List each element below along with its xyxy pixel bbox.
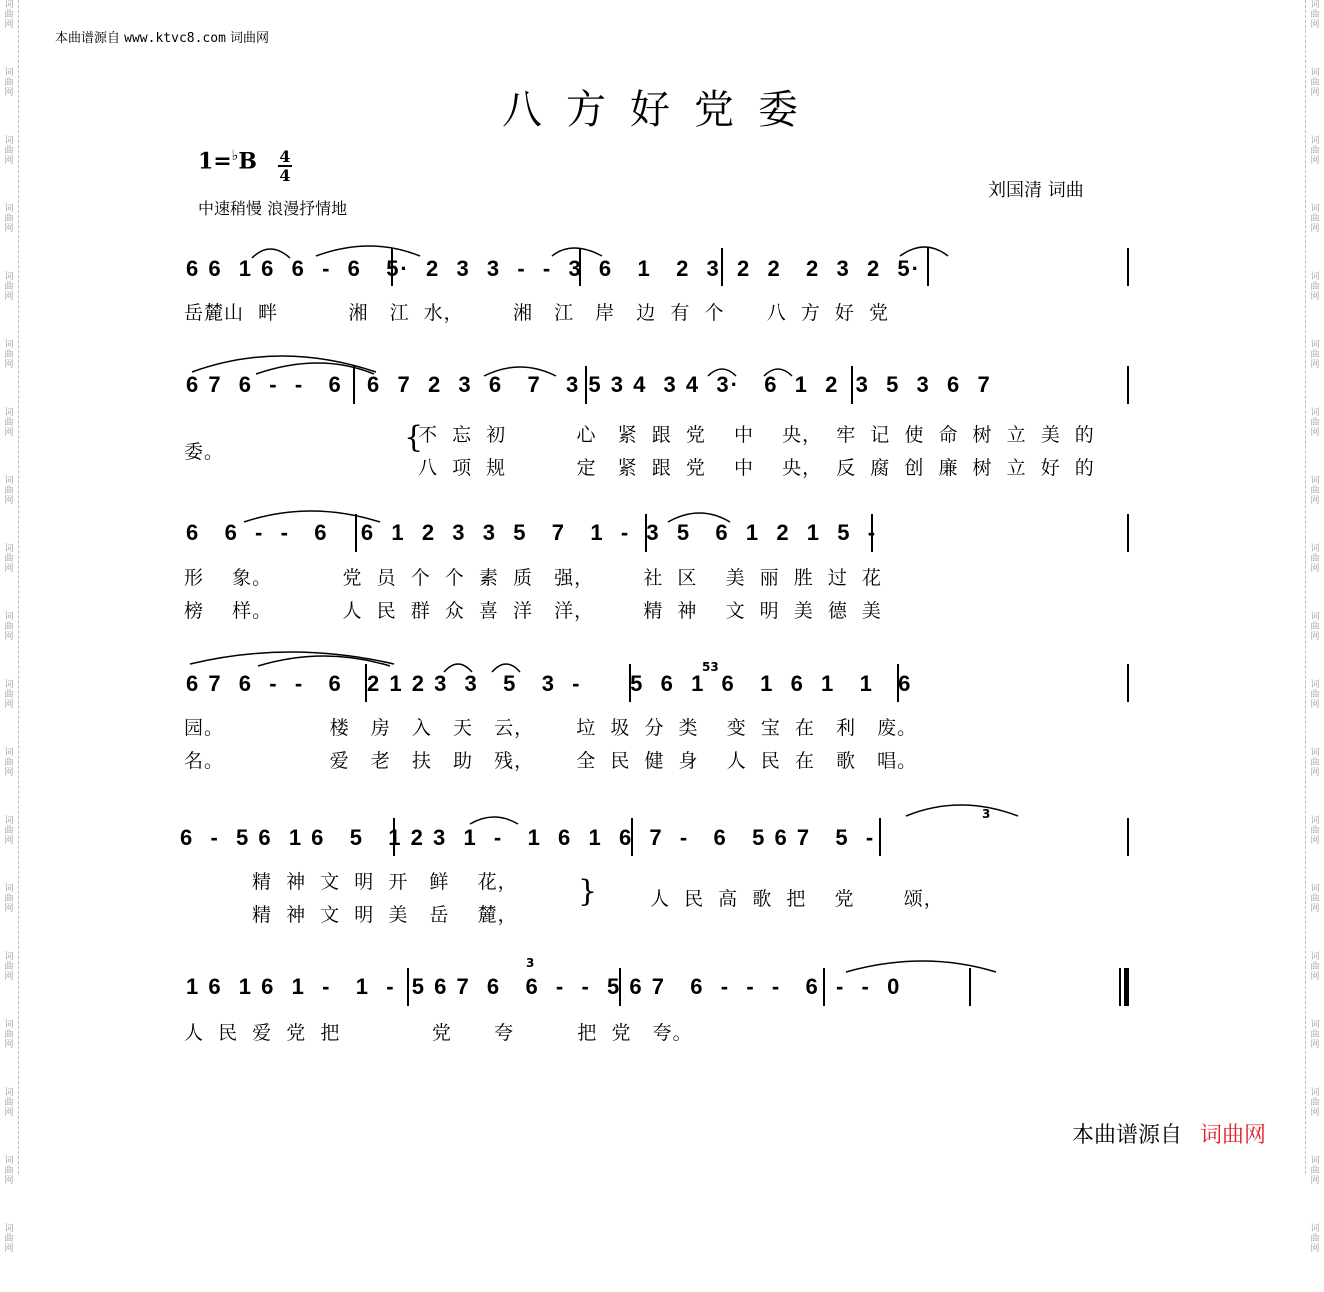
watermark-glyph: 网 xyxy=(4,768,14,778)
watermark-glyph: 曲 xyxy=(4,690,14,700)
watermark-glyph: 网 xyxy=(4,700,14,710)
watermark-glyph: 曲 xyxy=(1310,554,1320,564)
watermark-glyph: 曲 xyxy=(1310,1030,1320,1040)
watermark-glyph: 曲 xyxy=(1310,214,1320,224)
watermark-glyph: 词 xyxy=(1310,1156,1320,1166)
lyrics-line-4-verse-1: 园。 楼 房 入 天 云， 垃 圾 分 类 变 宝 在 利 废。 xyxy=(184,717,918,739)
watermark-glyph: 曲 xyxy=(4,622,14,632)
watermark-glyph: 网 xyxy=(1310,972,1320,982)
watermark-glyph: 网 xyxy=(1310,768,1320,778)
key-prefix: 1= xyxy=(198,148,232,175)
notes-line-2: 6 7 6 - - 6 6 7 2 3 6 7 3 5 3 4 3 4 3· 6 1 2 3 5 3 6 7 xyxy=(186,372,992,397)
watermark-glyph: 词 xyxy=(4,1156,14,1166)
watermark-glyph: 词 xyxy=(1310,816,1320,826)
watermark-glyph: 词 xyxy=(4,680,14,690)
watermark-glyph: 网 xyxy=(1310,20,1320,30)
watermark-glyph: 词 xyxy=(4,952,14,962)
watermark-glyph: 网 xyxy=(4,1244,14,1254)
tempo-marking: 中速稍慢 浪漫抒情地 xyxy=(198,199,348,218)
watermark-glyph: 曲 xyxy=(4,146,14,156)
watermark-glyph: 曲 xyxy=(1310,1166,1320,1176)
watermark-glyph: 词 xyxy=(4,816,14,826)
lyrics-line-6: 人 民 爱 党 把 党 夸 把 党 夸。 xyxy=(184,1022,693,1044)
lyrics-line-5-common: 人 民 高 歌 把 党 颂， xyxy=(650,888,944,910)
source-label: 本曲谱源自 xyxy=(55,31,121,46)
watermark-glyph: 曲 xyxy=(4,486,14,496)
watermark-glyph: 词 xyxy=(1310,0,1320,10)
watermark-glyph: 曲 xyxy=(4,1030,14,1040)
watermark-gap xyxy=(1306,1264,1324,1292)
watermark-glyph: 曲 xyxy=(1310,282,1320,292)
watermark-glyph: 曲 xyxy=(4,1166,14,1176)
watermark-glyph: 曲 xyxy=(4,10,14,20)
watermark-glyph: 网 xyxy=(1310,1176,1320,1186)
watermark-glyph: 网 xyxy=(4,360,14,370)
watermark-gap xyxy=(1306,1196,1324,1224)
author-credit: 刘国清 词曲 xyxy=(988,180,1084,201)
watermark-glyph: 词 xyxy=(4,884,14,894)
watermark-glyph: 词 xyxy=(1310,748,1320,758)
watermark-glyph: 网 xyxy=(4,224,14,234)
watermark-glyph: 曲 xyxy=(4,214,14,224)
watermark-glyph: 曲 xyxy=(1310,690,1320,700)
watermark-glyph: 曲 xyxy=(4,418,14,428)
watermark-glyph: 曲 xyxy=(1310,418,1320,428)
watermark-glyph: 词 xyxy=(4,612,14,622)
watermark-glyph: 网 xyxy=(1310,224,1320,234)
watermark-glyph: 曲 xyxy=(1310,1234,1320,1244)
watermark-glyph: 词 xyxy=(4,1020,14,1030)
watermark-glyph: 网 xyxy=(1310,496,1320,506)
watermark-glyph: 词 xyxy=(1310,544,1320,554)
watermark-glyph: 网 xyxy=(1310,904,1320,914)
source-url[interactable]: www.ktvc8.com xyxy=(124,31,226,46)
watermark-glyph: 曲 xyxy=(1310,1098,1320,1108)
watermark-glyph: 词 xyxy=(4,408,14,418)
lyrics-line-1: 岳麓山 畔 湘 江 水， 湘 江 岸 边 有 个 八 方 好 党 xyxy=(184,302,889,324)
watermark-glyph: 网 xyxy=(4,156,14,166)
watermark-glyph: 网 xyxy=(4,972,14,982)
watermark-glyph: 词 xyxy=(4,340,14,350)
footer-source xyxy=(1072,1118,1266,1149)
watermark-glyph: 网 xyxy=(1310,1040,1320,1050)
watermark-glyph: 曲 xyxy=(1310,622,1320,632)
notes-line-4: 6 7 6 - - 6 2 1 2 3 3 5 3 - 5 6 1 6 1 6 1 1 6 xyxy=(186,671,913,696)
watermark-glyph: 网 xyxy=(4,496,14,506)
watermark-glyph: 网 xyxy=(4,88,14,98)
watermark-glyph: 网 xyxy=(4,1176,14,1186)
watermark-glyph: 词 xyxy=(1310,1088,1320,1098)
watermark-glyph: 网 xyxy=(4,1108,14,1118)
watermark-glyph: 网 xyxy=(1310,156,1320,166)
watermark-glyph: 词 xyxy=(1310,1020,1320,1030)
watermark-glyph: 网 xyxy=(1310,632,1320,642)
watermark-glyph: 网 xyxy=(1310,836,1320,846)
notes-line-1: 6 6 1 6 6 - 6 5· 2 3 3 - - 3 6 1 2 3 2 2 2 3 2 5· xyxy=(186,256,921,281)
lyrics-line-3-verse-1: 形 象。 党 员 个 个 素 质 强， 社 区 美 丽 胜 过 花 xyxy=(184,567,882,589)
watermark-glyph: 词 xyxy=(1310,136,1320,146)
page-title: 八方好党委 xyxy=(502,87,822,133)
brace-icon-2: } xyxy=(578,874,599,909)
watermark-glyph: 词 xyxy=(4,1224,14,1234)
watermark-glyph: 曲 xyxy=(1310,486,1320,496)
watermark-glyph: 网 xyxy=(4,428,14,438)
watermark-glyph: 词 xyxy=(1310,340,1320,350)
meter-bottom: 4 xyxy=(279,166,291,185)
watermark-glyph: 词 xyxy=(1310,884,1320,894)
watermark-glyph: 曲 xyxy=(1310,758,1320,768)
watermark-glyph: 曲 xyxy=(1310,146,1320,156)
watermark-glyph: 词 xyxy=(1310,1224,1320,1234)
notes-line-6: 1 6 1 6 1 - 1 - 5 6 7 6 6 - - 5 6 7 6 - - - 6 - - 0 xyxy=(186,974,902,999)
triplet-mark-5: 3 xyxy=(982,807,991,821)
lyrics-line-2-verse-2: 八 项 规 定 紧 跟 党 中 央， 反 腐 创 廉 树 立 好 的 xyxy=(418,457,1095,479)
watermark-glyph: 曲 xyxy=(4,554,14,564)
watermark-glyph: 网 xyxy=(4,564,14,574)
watermark-glyph: 词 xyxy=(4,0,14,10)
watermark-glyph: 词 xyxy=(1310,204,1320,214)
lyrics-line-4-verse-2: 名。 爱 老 扶 助 残， 全 民 健 身 人 民 在 歌 唱。 xyxy=(184,750,918,772)
footer-brand[interactable]: 词曲网 xyxy=(1199,1123,1266,1148)
watermark-glyph: 词 xyxy=(4,68,14,78)
watermark-glyph: 网 xyxy=(1310,1244,1320,1254)
watermark-glyph: 词 xyxy=(4,204,14,214)
key-note: B xyxy=(238,148,257,175)
watermark-glyph: 曲 xyxy=(1310,350,1320,360)
watermark-glyph: 网 xyxy=(1310,428,1320,438)
watermark-glyph: 词 xyxy=(1310,408,1320,418)
lyrics-line-2-start: 委。 xyxy=(184,441,225,463)
watermark-glyph: 词 xyxy=(4,272,14,282)
notes-line-3: 6 6 - - 6 6 1 2 3 3 5 7 1 - 3 5 6 1 2 1 5 - xyxy=(186,520,878,545)
watermark-glyph: 词 xyxy=(1310,680,1320,690)
lyrics-line-3-verse-2: 榜 样。 人 民 群 众 喜 洋 洋， 精 神 文 明 美 德 美 xyxy=(184,600,882,622)
source-site[interactable]: 词曲网 xyxy=(230,31,270,46)
watermark-glyph: 词 xyxy=(4,136,14,146)
watermark-glyph: 曲 xyxy=(4,962,14,972)
notes-line-5: 6 - 5 6 1 6 5 1 2 3 1 - 1 6 1 6 7 - 6 5 6 7 5 - xyxy=(180,825,876,850)
watermark-glyph: 网 xyxy=(4,292,14,302)
flat-sign: ♭ xyxy=(231,148,239,164)
brace-icon: { xyxy=(404,420,425,455)
lyrics-line-5-verse-2: 精 神 文 明 美 岳 麓， xyxy=(252,904,518,926)
watermark-glyph: 词 xyxy=(1310,952,1320,962)
watermark-glyph: 曲 xyxy=(4,1234,14,1244)
watermark-glyph: 网 xyxy=(4,1040,14,1050)
watermark-glyph: 曲 xyxy=(4,894,14,904)
grace-notes: 53 xyxy=(702,660,719,674)
triplet-mark-6: 3 xyxy=(526,956,535,970)
watermark-glyph: 曲 xyxy=(4,78,14,88)
watermark-glyph: 网 xyxy=(4,904,14,914)
lyrics-line-2-verse-1: 不 忘 初 心 紧 跟 党 中 央， 牢 记 使 命 树 立 美 的 xyxy=(418,424,1095,446)
watermark-glyph: 网 xyxy=(4,632,14,642)
watermark-glyph: 词 xyxy=(4,1088,14,1098)
meter-top: 4 xyxy=(279,147,291,166)
watermark-glyph: 曲 xyxy=(1310,894,1320,904)
watermark-glyph: 曲 xyxy=(4,1098,14,1108)
watermark-glyph: 网 xyxy=(1310,700,1320,710)
watermark-glyph: 网 xyxy=(1310,360,1320,370)
watermark-glyph: 曲 xyxy=(4,282,14,292)
watermark-glyph: 曲 xyxy=(1310,10,1320,20)
watermark-glyph: 曲 xyxy=(1310,826,1320,836)
watermark-glyph: 词 xyxy=(4,748,14,758)
watermark-glyph: 词 xyxy=(1310,68,1320,78)
watermark-glyph: 词 xyxy=(4,544,14,554)
watermark-glyph: 网 xyxy=(1310,292,1320,302)
footer-label: 本曲谱源自 xyxy=(1071,1123,1182,1148)
watermark-glyph: 网 xyxy=(1310,1108,1320,1118)
watermark-gap xyxy=(0,1264,18,1292)
watermark-glyph: 词 xyxy=(1310,272,1320,282)
watermark-glyph: 曲 xyxy=(1310,962,1320,972)
watermark-glyph: 词 xyxy=(1310,612,1320,622)
watermark-glyph: 网 xyxy=(4,20,14,30)
watermark-glyph: 网 xyxy=(4,836,14,846)
watermark-gap xyxy=(0,1196,18,1224)
watermark-glyph: 曲 xyxy=(4,758,14,768)
lyrics-line-5-verse-1: 精 神 文 明 开 鲜 花， xyxy=(252,871,518,893)
watermark-glyph: 曲 xyxy=(1310,78,1320,88)
watermark-glyph: 词 xyxy=(4,476,14,486)
watermark-glyph: 词 xyxy=(1310,476,1320,486)
watermark-glyph: 曲 xyxy=(4,826,14,836)
watermark-glyph: 曲 xyxy=(4,350,14,360)
watermark-glyph: 网 xyxy=(1310,88,1320,98)
watermark-glyph: 网 xyxy=(1310,564,1320,574)
